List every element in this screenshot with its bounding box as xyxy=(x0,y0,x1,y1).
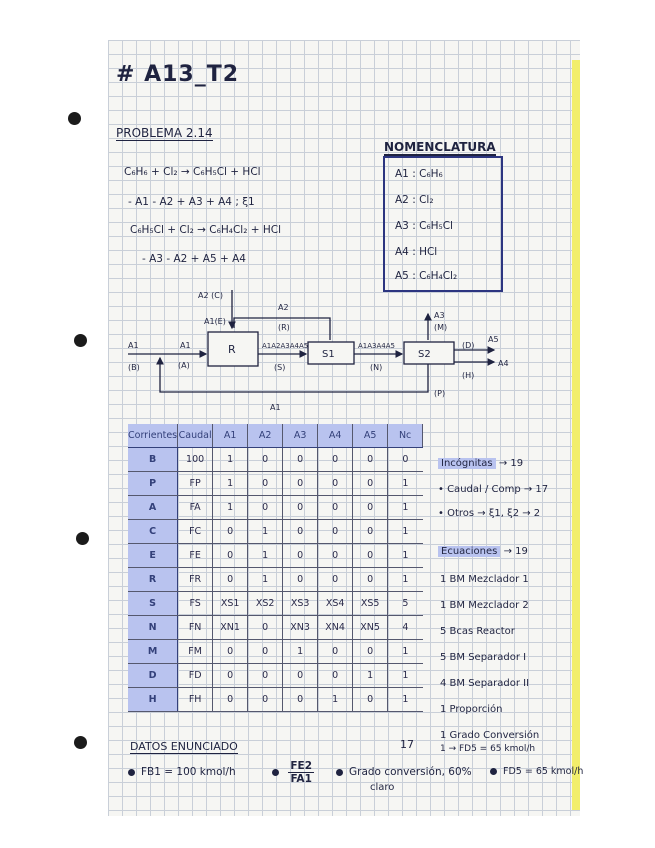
table-cell: 0 xyxy=(353,688,388,712)
table-cell: XS5 xyxy=(353,592,388,616)
table-cell: 4 xyxy=(388,616,423,640)
table-cell: 0 xyxy=(248,496,283,520)
nomenclature-title: NOMENCLATURA xyxy=(384,140,496,154)
table-cell: FS xyxy=(178,592,213,616)
table-cell: FE xyxy=(178,544,213,568)
table-header: Caudal xyxy=(178,424,213,448)
table-row xyxy=(128,640,423,664)
problem-heading: PROBLEMA 2.14 xyxy=(116,126,213,140)
stream-h-component: A4 xyxy=(498,359,509,368)
stream-c-component: A2 (C) xyxy=(198,291,223,300)
table-row xyxy=(128,496,423,520)
table-header: A5 xyxy=(353,424,388,448)
table-cell: XN3 xyxy=(283,616,318,640)
table-cell: 1 xyxy=(213,448,248,472)
equation-item: 4 BM Separador II xyxy=(440,678,530,689)
table-header: A2 xyxy=(248,424,283,448)
table-cell: 0 xyxy=(213,520,248,544)
incognitas-value: → 19 xyxy=(498,458,524,469)
table-cell: 0 xyxy=(353,448,388,472)
recycle-component: A2 xyxy=(278,303,289,312)
equation-item: 5 BM Separador I xyxy=(440,652,527,663)
table-cell: 0 xyxy=(248,448,283,472)
table-cell: 5 xyxy=(388,592,423,616)
table-cell: 0 xyxy=(353,520,388,544)
binder-hole-3 xyxy=(76,532,89,545)
table-cell: 0 xyxy=(213,640,248,664)
table-cell: FC xyxy=(178,520,213,544)
stream-n-label: (N) xyxy=(370,363,383,372)
nomenclature-item: A5 : C₆H₄Cl₂ xyxy=(395,270,458,282)
dato-claro: claro xyxy=(370,782,395,793)
table-cell: 0 xyxy=(318,640,353,664)
table-header: Corrientes xyxy=(128,424,178,448)
table-cell: FN xyxy=(178,616,213,640)
nomenclature-item: A4 : HCl xyxy=(395,246,438,258)
table-cell: XS4 xyxy=(318,592,353,616)
table-cell: 0 xyxy=(248,688,283,712)
feed-stream-label: (B) xyxy=(128,363,140,372)
separator-1-label: S1 xyxy=(322,349,335,360)
bullet-icon xyxy=(336,769,343,776)
row-stream-label: R xyxy=(128,568,178,592)
stream-n-component: A1A3A4A5 xyxy=(358,342,395,350)
table-cell: 0 xyxy=(318,568,353,592)
table-cell: 1 xyxy=(388,544,423,568)
equation-item: 1 → FD5 = 65 kmol/h xyxy=(440,744,536,754)
table-cell: 0 xyxy=(318,472,353,496)
table-row xyxy=(128,520,423,544)
table-cell: 1 xyxy=(388,568,423,592)
table-cell: XS1 xyxy=(213,592,248,616)
stream-s-label: (S) xyxy=(274,363,286,372)
table-header: A1 xyxy=(213,424,248,448)
table-cell: 0 xyxy=(213,664,248,688)
table-cell: 1 xyxy=(248,544,283,568)
equation-item: 1 Proporción xyxy=(440,704,503,715)
equation-item: 1 BM Mezclador 1 xyxy=(440,574,529,585)
table-cell: XN4 xyxy=(318,616,353,640)
page-edge-highlight xyxy=(572,60,580,810)
table-cell: 0 xyxy=(283,544,318,568)
table-cell: 0 xyxy=(318,520,353,544)
dato-grado-text: Grado conversión, 60% xyxy=(349,766,472,778)
table-row xyxy=(128,616,423,640)
table-cell: 0 xyxy=(318,496,353,520)
table-cell: XS3 xyxy=(283,592,318,616)
nomenclature-item: A1 : C₆H₆ xyxy=(395,168,443,180)
ecuaciones-value: → 19 xyxy=(503,546,528,557)
table-cell: FH xyxy=(178,688,213,712)
table-cell: 1 xyxy=(353,664,388,688)
binder-hole-1 xyxy=(68,112,81,125)
binder-hole-2 xyxy=(74,334,87,347)
row-stream-label: E xyxy=(128,544,178,568)
table-total: 17 xyxy=(400,738,414,751)
bullet-icon xyxy=(272,769,279,776)
row-stream-label: S xyxy=(128,592,178,616)
row-stream-label: D xyxy=(128,664,178,688)
nomenclature-item: A2 : Cl₂ xyxy=(395,194,434,206)
table-cell: 1 xyxy=(213,496,248,520)
equation-item: 1 BM Mezclador 2 xyxy=(440,600,529,611)
table-cell: 1 xyxy=(388,664,423,688)
table-cell: XN1 xyxy=(213,616,248,640)
ecuaciones-label: Ecuaciones xyxy=(438,546,500,557)
incognitas-label: Incógnitas xyxy=(438,458,496,469)
table-row xyxy=(128,592,423,616)
stream-a-label: (A) xyxy=(178,361,190,370)
stream-d-label: (D) xyxy=(462,341,475,350)
table-cell: 0 xyxy=(283,520,318,544)
reaction-2-legend: - A3 - A2 + A5 + A4 xyxy=(142,253,246,265)
table-cell: 1 xyxy=(248,520,283,544)
table-cell: FA xyxy=(178,496,213,520)
equation-item: 1 Grado Conversión xyxy=(440,730,540,741)
dato-fb1-text: FB1 = 100 kmol/h xyxy=(141,766,236,778)
table-cell: FD xyxy=(178,664,213,688)
table-cell: 100 xyxy=(178,448,213,472)
table-cell: 0 xyxy=(353,640,388,664)
dato-fd5 xyxy=(490,766,583,777)
stream-d-component: A5 xyxy=(488,335,499,344)
table-header-row xyxy=(128,424,423,448)
table-cell: 0 xyxy=(213,688,248,712)
table-cell: 1 xyxy=(248,568,283,592)
dato-grado xyxy=(336,766,472,778)
row-stream-label: N xyxy=(128,616,178,640)
table-cell: XS2 xyxy=(248,592,283,616)
table-header: A4 xyxy=(318,424,353,448)
stream-e-component: A1(E) xyxy=(204,317,226,326)
stream-m-label: (M) xyxy=(434,323,448,332)
table-cell: 0 xyxy=(318,544,353,568)
page-title: # A13_T2 xyxy=(116,62,240,87)
table-cell: 0 xyxy=(248,472,283,496)
table-cell: FP xyxy=(178,472,213,496)
table-cell: 1 xyxy=(213,472,248,496)
table-cell: 1 xyxy=(388,520,423,544)
reactor-label: R xyxy=(228,343,236,356)
row-stream-label: M xyxy=(128,640,178,664)
table-cell: FM xyxy=(178,640,213,664)
table-row xyxy=(128,568,423,592)
table-row xyxy=(128,448,423,472)
dato-fb1 xyxy=(128,766,236,778)
table-cell: 0 xyxy=(283,568,318,592)
table-cell: 1 xyxy=(318,688,353,712)
table-cell: 0 xyxy=(283,688,318,712)
table-header: Nc xyxy=(388,424,423,448)
dato-fraction-denominator: FA1 xyxy=(290,773,312,785)
incognitas-otros: • Otros → ξ1, ξ2 → 2 xyxy=(438,508,541,519)
table-cell: 0 xyxy=(213,544,248,568)
reaction-1: C₆H₆ + Cl₂ → C₆H₅Cl + HCl xyxy=(124,166,261,178)
table-cell: 0 xyxy=(283,664,318,688)
table-cell: 0 xyxy=(318,664,353,688)
table-cell: FR xyxy=(178,568,213,592)
incognitas-caudal: • Caudal / Comp → 17 xyxy=(438,484,549,495)
table-cell: 0 xyxy=(283,472,318,496)
stream-a-component: A1 xyxy=(180,341,191,350)
row-stream-label: P xyxy=(128,472,178,496)
table-cell: 0 xyxy=(353,496,388,520)
process-flow-diagram xyxy=(122,284,522,414)
row-stream-label: B xyxy=(128,448,178,472)
stream-m-component: A3 xyxy=(434,311,445,320)
table-cell: 0 xyxy=(353,472,388,496)
incognitas-line xyxy=(438,458,523,469)
dato-proporcion xyxy=(272,760,314,785)
table-cell: 0 xyxy=(213,568,248,592)
table-cell: 0 xyxy=(353,544,388,568)
row-stream-label: H xyxy=(128,688,178,712)
datos-title: DATOS ENUNCIADO xyxy=(130,740,238,753)
ecuaciones-line xyxy=(438,546,528,557)
stream-h-label: (H) xyxy=(462,371,475,380)
table-cell: 0 xyxy=(248,640,283,664)
table-cell: 0 xyxy=(283,448,318,472)
table-cell: 1 xyxy=(388,640,423,664)
table-cell: 0 xyxy=(353,568,388,592)
dato-fd5-text: FD5 = 65 kmol/h xyxy=(503,766,584,777)
table-header: A3 xyxy=(283,424,318,448)
row-stream-label: C xyxy=(128,520,178,544)
table-cell: 1 xyxy=(388,496,423,520)
feed-component: A1 xyxy=(128,341,139,350)
nomenclature-box xyxy=(383,156,503,292)
stream-component-table xyxy=(128,424,423,712)
nomenclature-item: A3 : C₆H₅Cl xyxy=(395,220,453,232)
table-cell: 0 xyxy=(318,448,353,472)
table-cell: 0 xyxy=(248,664,283,688)
table-row xyxy=(128,664,423,688)
table-cell: 0 xyxy=(283,496,318,520)
bullet-icon xyxy=(128,769,135,776)
table-row xyxy=(128,688,423,712)
table-cell: 1 xyxy=(388,688,423,712)
stream-p-label: (P) xyxy=(434,389,446,398)
table-cell: 0 xyxy=(248,616,283,640)
separator-2-label: S2 xyxy=(418,349,431,360)
reaction-1-legend: - A1 - A2 + A3 + A4 ; ξ1 xyxy=(128,196,255,208)
table-row xyxy=(128,472,423,496)
bullet-icon xyxy=(490,768,497,775)
table-cell: XN5 xyxy=(353,616,388,640)
dato-fraction-numerator: FE2 xyxy=(290,760,312,772)
row-stream-label: A xyxy=(128,496,178,520)
equation-item: 5 Bcas Reactor xyxy=(440,626,515,637)
recycle-stream-label: (R) xyxy=(278,323,290,332)
stream-p-component: A1 xyxy=(270,403,281,412)
table-row xyxy=(128,544,423,568)
table-cell: 0 xyxy=(388,448,423,472)
table-cell: 1 xyxy=(388,472,423,496)
table-cell: 1 xyxy=(283,640,318,664)
binder-hole-4 xyxy=(74,736,87,749)
reaction-2: C₆H₅Cl + Cl₂ → C₆H₄Cl₂ + HCl xyxy=(130,224,282,236)
stream-s-component: A1A2A3A4A5 xyxy=(262,342,309,350)
